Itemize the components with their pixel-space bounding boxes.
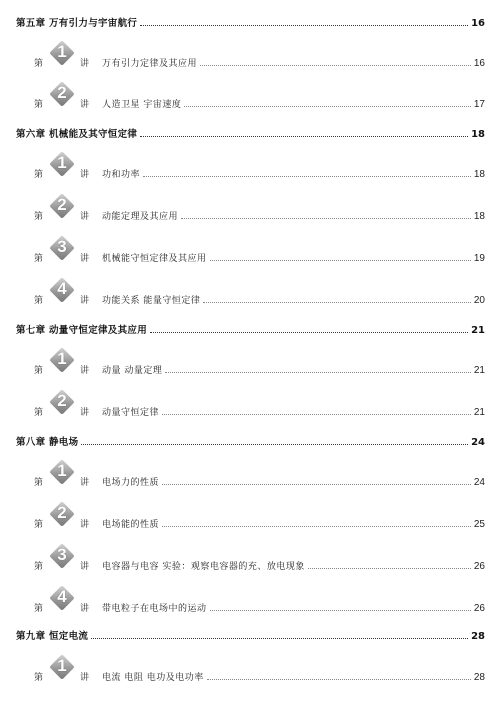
lecture-prefix: 第 [34, 170, 44, 180]
lecture-number: 1 [57, 656, 67, 675]
lecture-title: 动量 动量定理 [102, 366, 163, 376]
lecture-entry[interactable] [34, 654, 485, 684]
dot-leader [140, 25, 468, 26]
lecture-suffix: 讲 [80, 562, 90, 572]
lecture-suffix: 讲 [80, 366, 90, 376]
lecture-title: 机械能守恒定律及其应用 [102, 254, 207, 264]
chapter-title: 第六章 机械能及其守恒定律 [16, 129, 138, 140]
dot-leader [91, 638, 468, 639]
lecture-number-badge [48, 459, 78, 489]
dot-leader [210, 610, 471, 611]
lecture-page-number: 24 [473, 477, 485, 488]
dot-leader [181, 218, 471, 219]
lecture-title: 功能关系 能量守恒定律 [102, 296, 201, 306]
lecture-prefix: 第 [34, 673, 44, 683]
lecture-entry[interactable] [34, 585, 485, 615]
lecture-number-badge [48, 235, 78, 265]
lecture-title: 动量守恒定律 [102, 408, 160, 418]
lecture-prefix: 第 [34, 478, 44, 488]
dot-leader [162, 526, 471, 527]
lecture-number-badge [48, 543, 78, 573]
lecture-suffix: 讲 [80, 408, 90, 418]
chapter-title: 第九章 恒定电流 [16, 631, 89, 642]
dot-leader [308, 568, 471, 569]
lecture-entry[interactable] [34, 235, 485, 265]
dot-leader [143, 176, 471, 177]
lecture-title: 电场力的性质 [102, 478, 160, 488]
lecture-page-number: 18 [473, 169, 485, 180]
lecture-suffix: 讲 [80, 296, 90, 306]
lecture-entry[interactable] [34, 277, 485, 307]
lecture-entry[interactable] [34, 193, 485, 223]
lecture-title: 电场能的性质 [102, 520, 160, 530]
chapter-page-number: 21 [471, 325, 485, 336]
lecture-page-number: 18 [473, 211, 485, 222]
lecture-number: 1 [57, 153, 67, 172]
lecture-suffix: 讲 [80, 212, 90, 222]
lecture-number-badge [48, 347, 78, 377]
lecture-suffix: 讲 [80, 59, 90, 69]
lecture-page-number: 21 [473, 365, 485, 376]
lecture-number-badge [48, 151, 78, 181]
chapter-page-number: 24 [471, 437, 485, 448]
lecture-number-badge [48, 585, 78, 615]
dot-leader [203, 302, 471, 303]
lecture-suffix: 讲 [80, 604, 90, 614]
lecture-entry[interactable] [34, 81, 485, 111]
lecture-number-badge [48, 40, 78, 70]
lecture-title: 动能定理及其应用 [102, 212, 179, 222]
lecture-entry[interactable] [34, 347, 485, 377]
lecture-number: 3 [57, 545, 67, 564]
chapter-9-entry[interactable] [16, 624, 485, 642]
dot-leader [140, 136, 468, 137]
lecture-page-number: 19 [473, 253, 485, 264]
lecture-page-number: 20 [473, 295, 485, 306]
lecture-number: 1 [57, 349, 67, 368]
lecture-suffix: 讲 [80, 170, 90, 180]
lecture-number: 4 [57, 279, 67, 298]
lecture-title: 万有引力定律及其应用 [102, 59, 198, 69]
lecture-page-number: 25 [473, 519, 485, 530]
lecture-number: 2 [57, 195, 67, 214]
lecture-prefix: 第 [34, 254, 44, 264]
lecture-prefix: 第 [34, 408, 44, 418]
lecture-number-badge [48, 277, 78, 307]
lecture-page-number: 21 [473, 407, 485, 418]
dot-leader [162, 414, 471, 415]
chapter-title: 第七章 动量守恒定律及其应用 [16, 325, 148, 336]
lecture-prefix: 第 [34, 100, 44, 110]
dot-leader [150, 332, 468, 333]
lecture-entry[interactable] [34, 459, 485, 489]
chapter-5-entry[interactable] [16, 11, 485, 29]
lecture-suffix: 讲 [80, 520, 90, 530]
lecture-number-badge [48, 193, 78, 223]
lecture-number-badge [48, 501, 78, 531]
lecture-prefix: 第 [34, 59, 44, 69]
dot-leader [81, 444, 468, 445]
lecture-prefix: 第 [34, 562, 44, 572]
lecture-entry[interactable] [34, 151, 485, 181]
chapter-page-number: 18 [471, 129, 485, 140]
dot-leader [200, 65, 471, 66]
lecture-number: 1 [57, 42, 67, 61]
lecture-suffix: 讲 [80, 254, 90, 264]
dot-leader [184, 106, 471, 107]
lecture-prefix: 第 [34, 604, 44, 614]
lecture-prefix: 第 [34, 520, 44, 530]
chapter-8-entry[interactable] [16, 430, 485, 448]
chapter-7-entry[interactable] [16, 318, 485, 336]
lecture-page-number: 28 [473, 672, 485, 683]
lecture-page-number: 17 [473, 99, 485, 110]
lecture-suffix: 讲 [80, 100, 90, 110]
lecture-number: 2 [57, 503, 67, 522]
chapter-page-number: 16 [471, 18, 485, 29]
lecture-number: 4 [57, 587, 67, 606]
lecture-prefix: 第 [34, 296, 44, 306]
lecture-title: 带电粒子在电场中的运动 [102, 604, 207, 614]
lecture-title: 功和功率 [102, 170, 141, 180]
lecture-suffix: 讲 [80, 673, 90, 683]
lecture-entry[interactable] [34, 389, 485, 419]
lecture-number: 3 [57, 237, 67, 256]
dot-leader [210, 260, 471, 261]
chapter-title: 第五章 万有引力与宇宙航行 [16, 18, 138, 29]
lecture-number: 2 [57, 83, 67, 102]
lecture-page-number: 26 [473, 561, 485, 572]
dot-leader [162, 484, 471, 485]
lecture-number: 2 [57, 391, 67, 410]
chapter-page-number: 28 [471, 631, 485, 642]
lecture-number-badge [48, 389, 78, 419]
lecture-entry[interactable] [34, 543, 485, 573]
lecture-number-badge [48, 654, 78, 684]
lecture-page-number: 26 [473, 603, 485, 614]
dot-leader [165, 372, 471, 373]
lecture-entry[interactable] [34, 40, 485, 70]
lecture-title: 电流 电阻 电功及电功率 [102, 673, 204, 683]
chapter-title: 第八章 静电场 [16, 437, 79, 448]
lecture-entry[interactable] [34, 501, 485, 531]
lecture-title: 人造卫星 宇宙速度 [102, 100, 182, 110]
lecture-prefix: 第 [34, 212, 44, 222]
lecture-page-number: 16 [473, 58, 485, 69]
lecture-number: 1 [57, 461, 67, 480]
lecture-prefix: 第 [34, 366, 44, 376]
lecture-title: 电容器与电容 实验：观察电容器的充、放电现象 [102, 562, 305, 572]
lecture-number-badge [48, 81, 78, 111]
lecture-suffix: 讲 [80, 478, 90, 488]
chapter-6-entry[interactable] [16, 122, 485, 140]
dot-leader [207, 679, 471, 680]
